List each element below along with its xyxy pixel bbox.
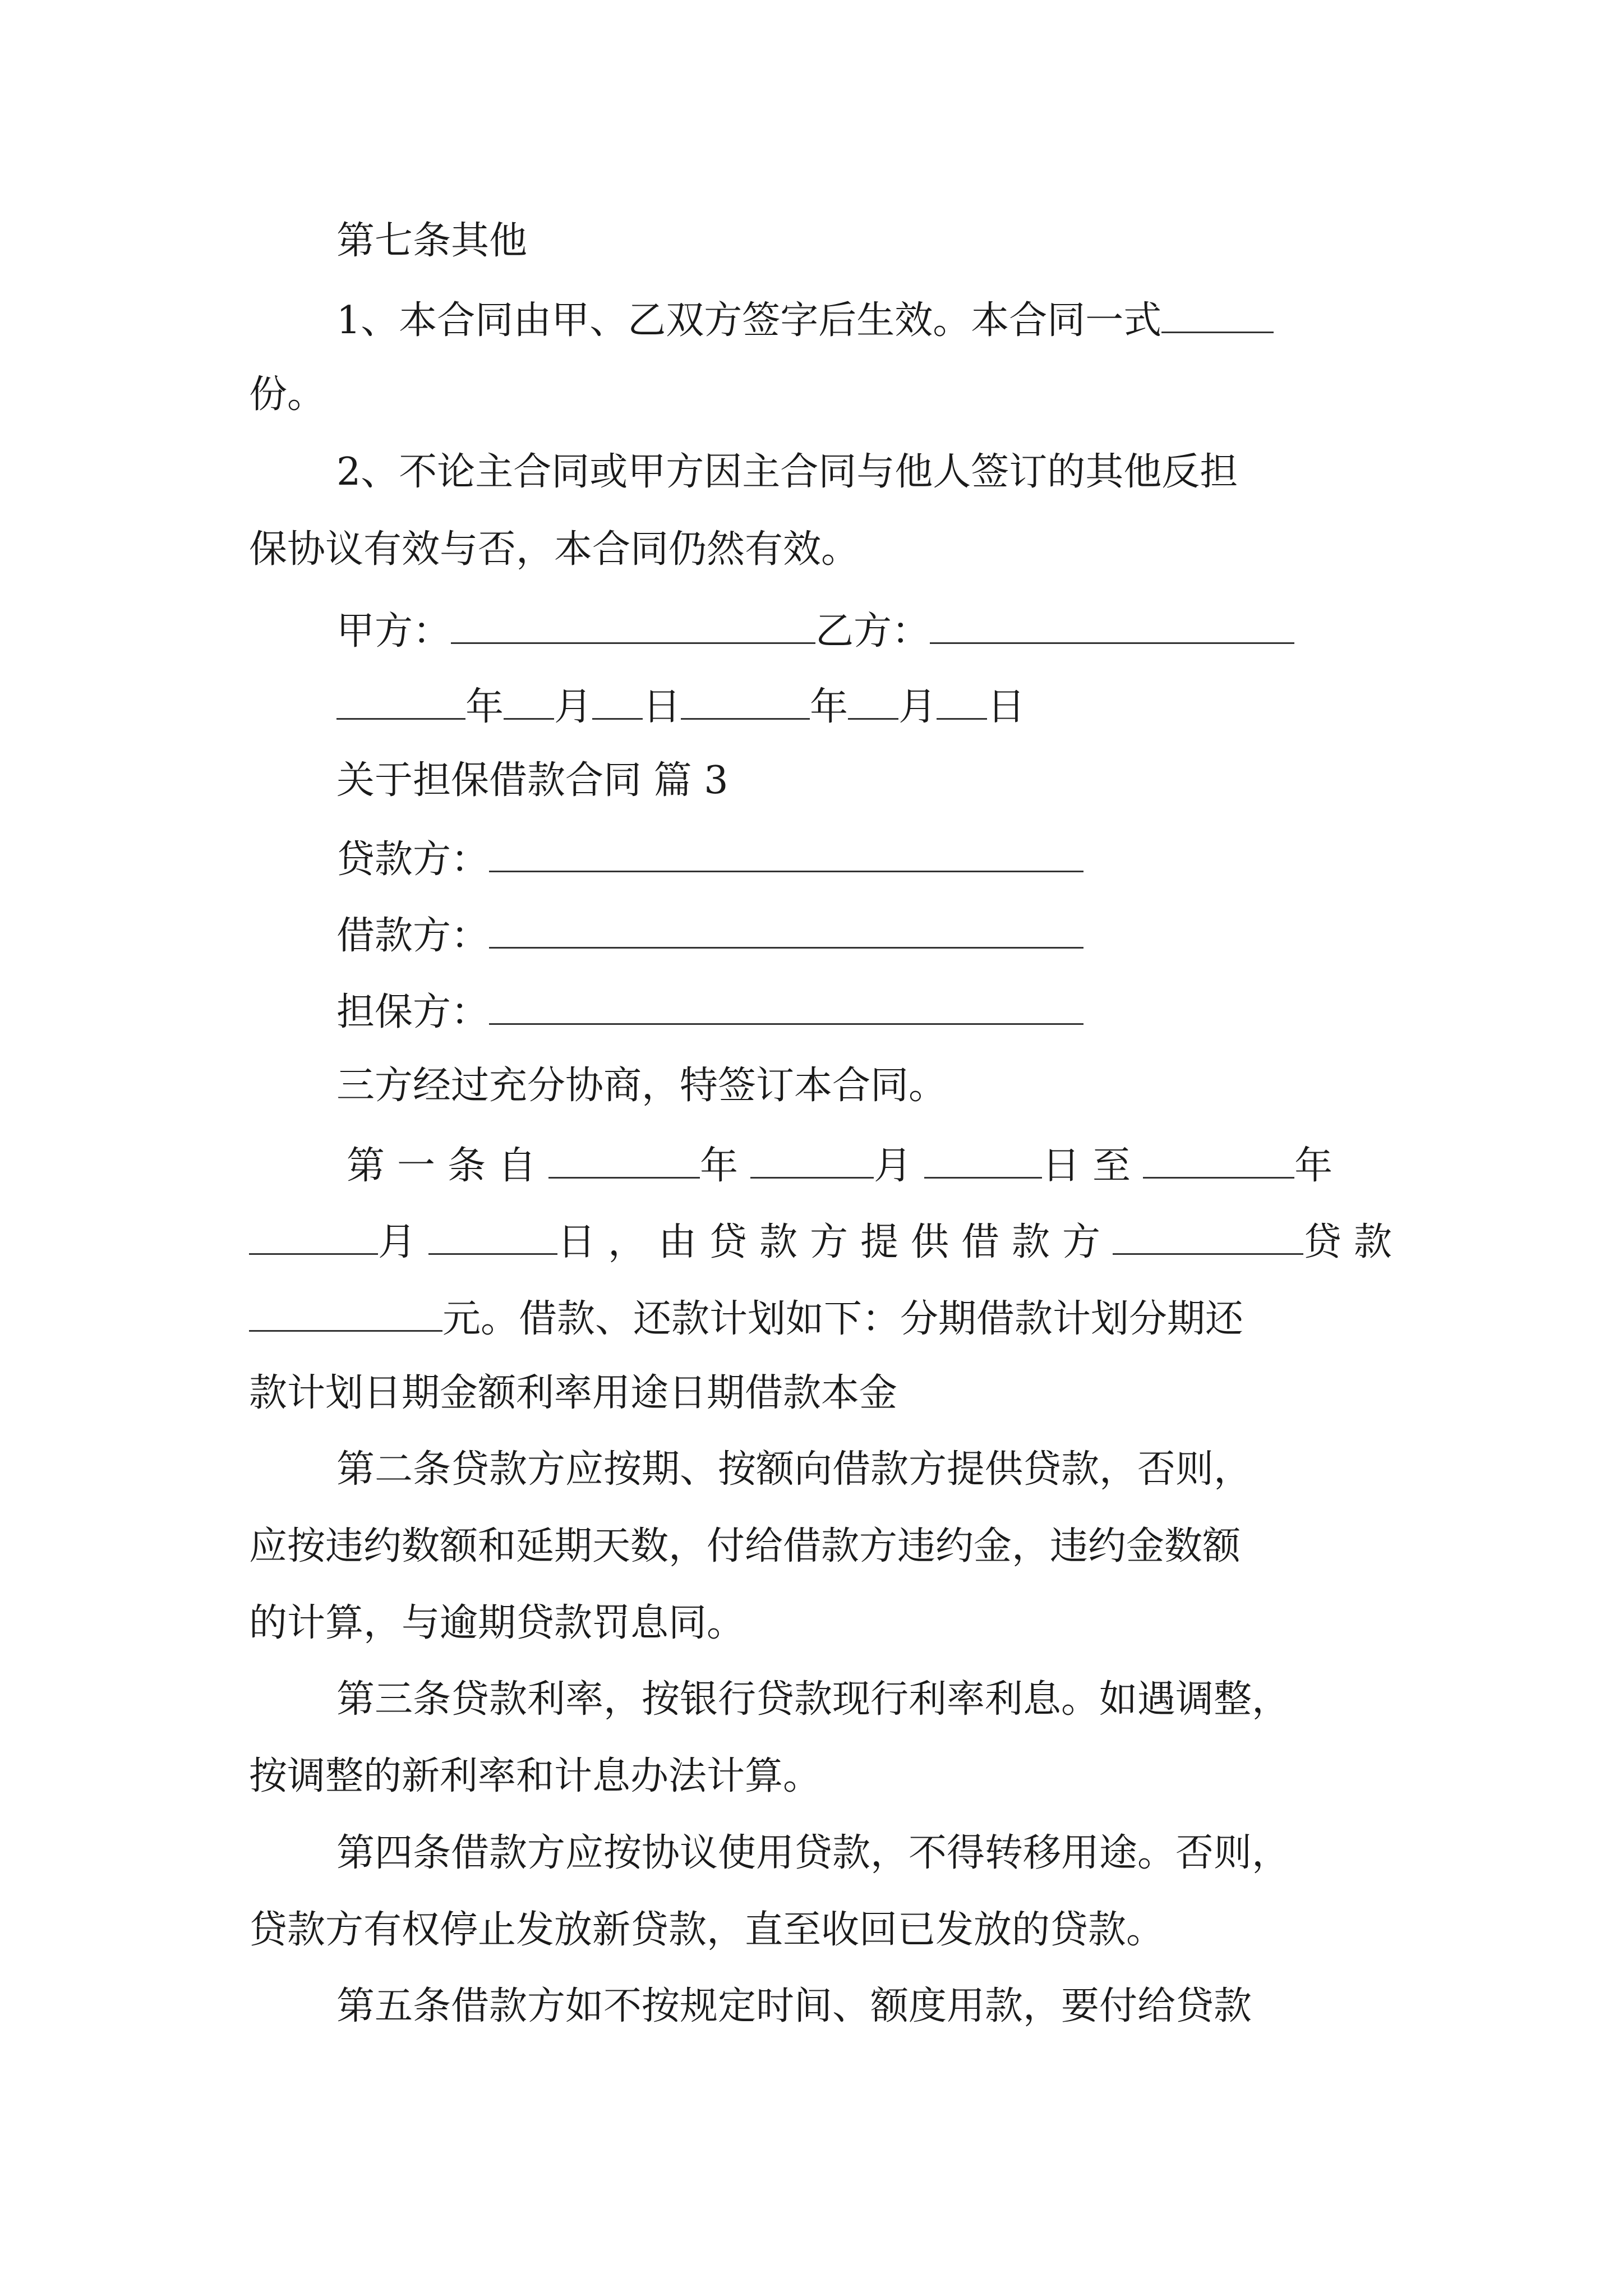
guarantor-label: 担保方：	[336, 990, 490, 1034]
article-2-text-3: 的计算，与逾期贷款罚息同。	[249, 1601, 745, 1645]
article-7-heading-text: 第七条其他	[336, 219, 528, 263]
article-2-text-1: 第二条贷款方应按期、按额向借款方提供贷款，否则，	[336, 1447, 1252, 1492]
article-1-line-3	[249, 1296, 1244, 1341]
intro-text: 三方经过充分协商，特签订本合同。	[336, 1064, 947, 1108]
clause-7-1-text: 1、本合同由甲、乙双方签字后生效。本合同一式	[336, 298, 1162, 343]
article-5-text-1: 第五条借款方如不按规定时间、额度用款，要付给贷款	[336, 1984, 1252, 2028]
date-a-year: 年	[465, 684, 504, 729]
article-2-line-3	[249, 1601, 745, 1645]
signature-date-line	[336, 684, 1026, 729]
date-b-month: 月	[898, 684, 937, 729]
article-5-line-1	[336, 1984, 1252, 2028]
article-1-line-4	[249, 1371, 898, 1415]
article-4-line-2	[249, 1908, 1165, 1952]
article-3-line-2	[249, 1754, 822, 1798]
section-3-title-text: 关于担保借款合同 篇 3	[336, 758, 728, 803]
end-month-blank	[249, 1221, 378, 1255]
copies-blank	[1161, 299, 1274, 333]
borrower-line	[336, 913, 1083, 958]
borrower-blank	[489, 914, 1083, 949]
article-1-plan-columns: 款计划日期金额利率用途日期借款本金	[249, 1371, 898, 1415]
start-month-blank	[750, 1144, 874, 1179]
clause-7-2-text: 2、不论主合同或甲方因主合同与他人签订的其他反担	[336, 450, 1238, 494]
date-b-year-blank	[681, 685, 810, 720]
clause-7-1-end: 份。	[249, 372, 326, 417]
party-b-blank	[930, 610, 1294, 644]
article-4-text-1: 第四条借款方应按协议使用贷款，不得转移用途。否则，	[336, 1831, 1290, 1875]
article-1-plan-text: 元。借款、还款计划如下：分期借款计划分期还	[442, 1296, 1244, 1341]
date-b-year: 年	[810, 684, 849, 729]
borrower-label: 借款方：	[336, 913, 490, 958]
date-a-month-blank	[504, 685, 554, 720]
date-a-day-blank	[592, 685, 643, 720]
lender-label: 贷款方：	[336, 837, 490, 882]
lender-line	[336, 837, 1083, 882]
start-month-label: 月	[874, 1143, 925, 1188]
start-year-blank	[548, 1144, 700, 1179]
date-a-year-blank	[336, 685, 465, 720]
party-b-label: 乙方：	[815, 609, 930, 654]
article-3-line-1	[336, 1677, 1290, 1722]
amount-blank	[249, 1297, 442, 1332]
article-1-start: 第一条自	[347, 1143, 549, 1188]
end-year-label: 年	[1294, 1143, 1345, 1188]
article-2-line-1	[336, 1447, 1252, 1492]
start-day-label: 日至	[1042, 1143, 1144, 1188]
end-year-blank	[1143, 1144, 1294, 1179]
clause-7-1-line-1	[336, 298, 1274, 343]
article-7-heading	[336, 219, 528, 263]
lender-blank	[489, 838, 1083, 872]
clause-7-2-end: 保协议有效与否，本合同仍然有效。	[249, 527, 860, 572]
article-1-line-1	[347, 1143, 1345, 1188]
signature-line	[336, 609, 1294, 654]
date-a-day: 日	[643, 684, 681, 729]
clause-7-2-line-2	[249, 527, 860, 572]
intro-line	[336, 1064, 947, 1108]
article-4-line-1	[336, 1831, 1290, 1875]
article-3-text-1: 第三条贷款利率，按银行贷款现行利率利息。如遇调整，	[336, 1677, 1290, 1722]
date-b-month-blank	[848, 685, 898, 720]
clause-7-2-line-1	[336, 450, 1238, 494]
loan-label: 贷款	[1303, 1220, 1405, 1264]
party-a-label: 甲方：	[336, 609, 451, 654]
guarantor-blank	[489, 991, 1083, 1025]
article-1-provider-text: 日，由贷款方提供借款方	[557, 1220, 1113, 1264]
start-day-blank	[924, 1144, 1042, 1179]
section-3-title	[336, 758, 728, 803]
date-b-day: 日	[987, 684, 1026, 729]
borrower-name-blank	[1113, 1221, 1303, 1255]
guarantor-line	[336, 991, 1083, 1032]
article-1-line-2	[249, 1221, 1404, 1262]
end-day-blank	[428, 1221, 557, 1255]
date-a-month: 月	[554, 684, 593, 729]
start-year-label: 年	[700, 1143, 751, 1188]
date-b-day-blank	[937, 685, 987, 720]
article-3-text-2: 按调整的新利率和计息办法计算。	[249, 1754, 822, 1798]
article-4-text-2: 贷款方有权停止发放新贷款，直至收回已发放的贷款。	[249, 1908, 1165, 1952]
clause-7-1-line-2	[249, 372, 326, 417]
article-2-line-2	[249, 1524, 1241, 1568]
party-a-blank	[451, 610, 815, 644]
article-2-text-2: 应按违约数额和延期天数，付给借款方违约金，违约金数额	[249, 1524, 1241, 1568]
end-month-label: 月	[378, 1220, 429, 1264]
